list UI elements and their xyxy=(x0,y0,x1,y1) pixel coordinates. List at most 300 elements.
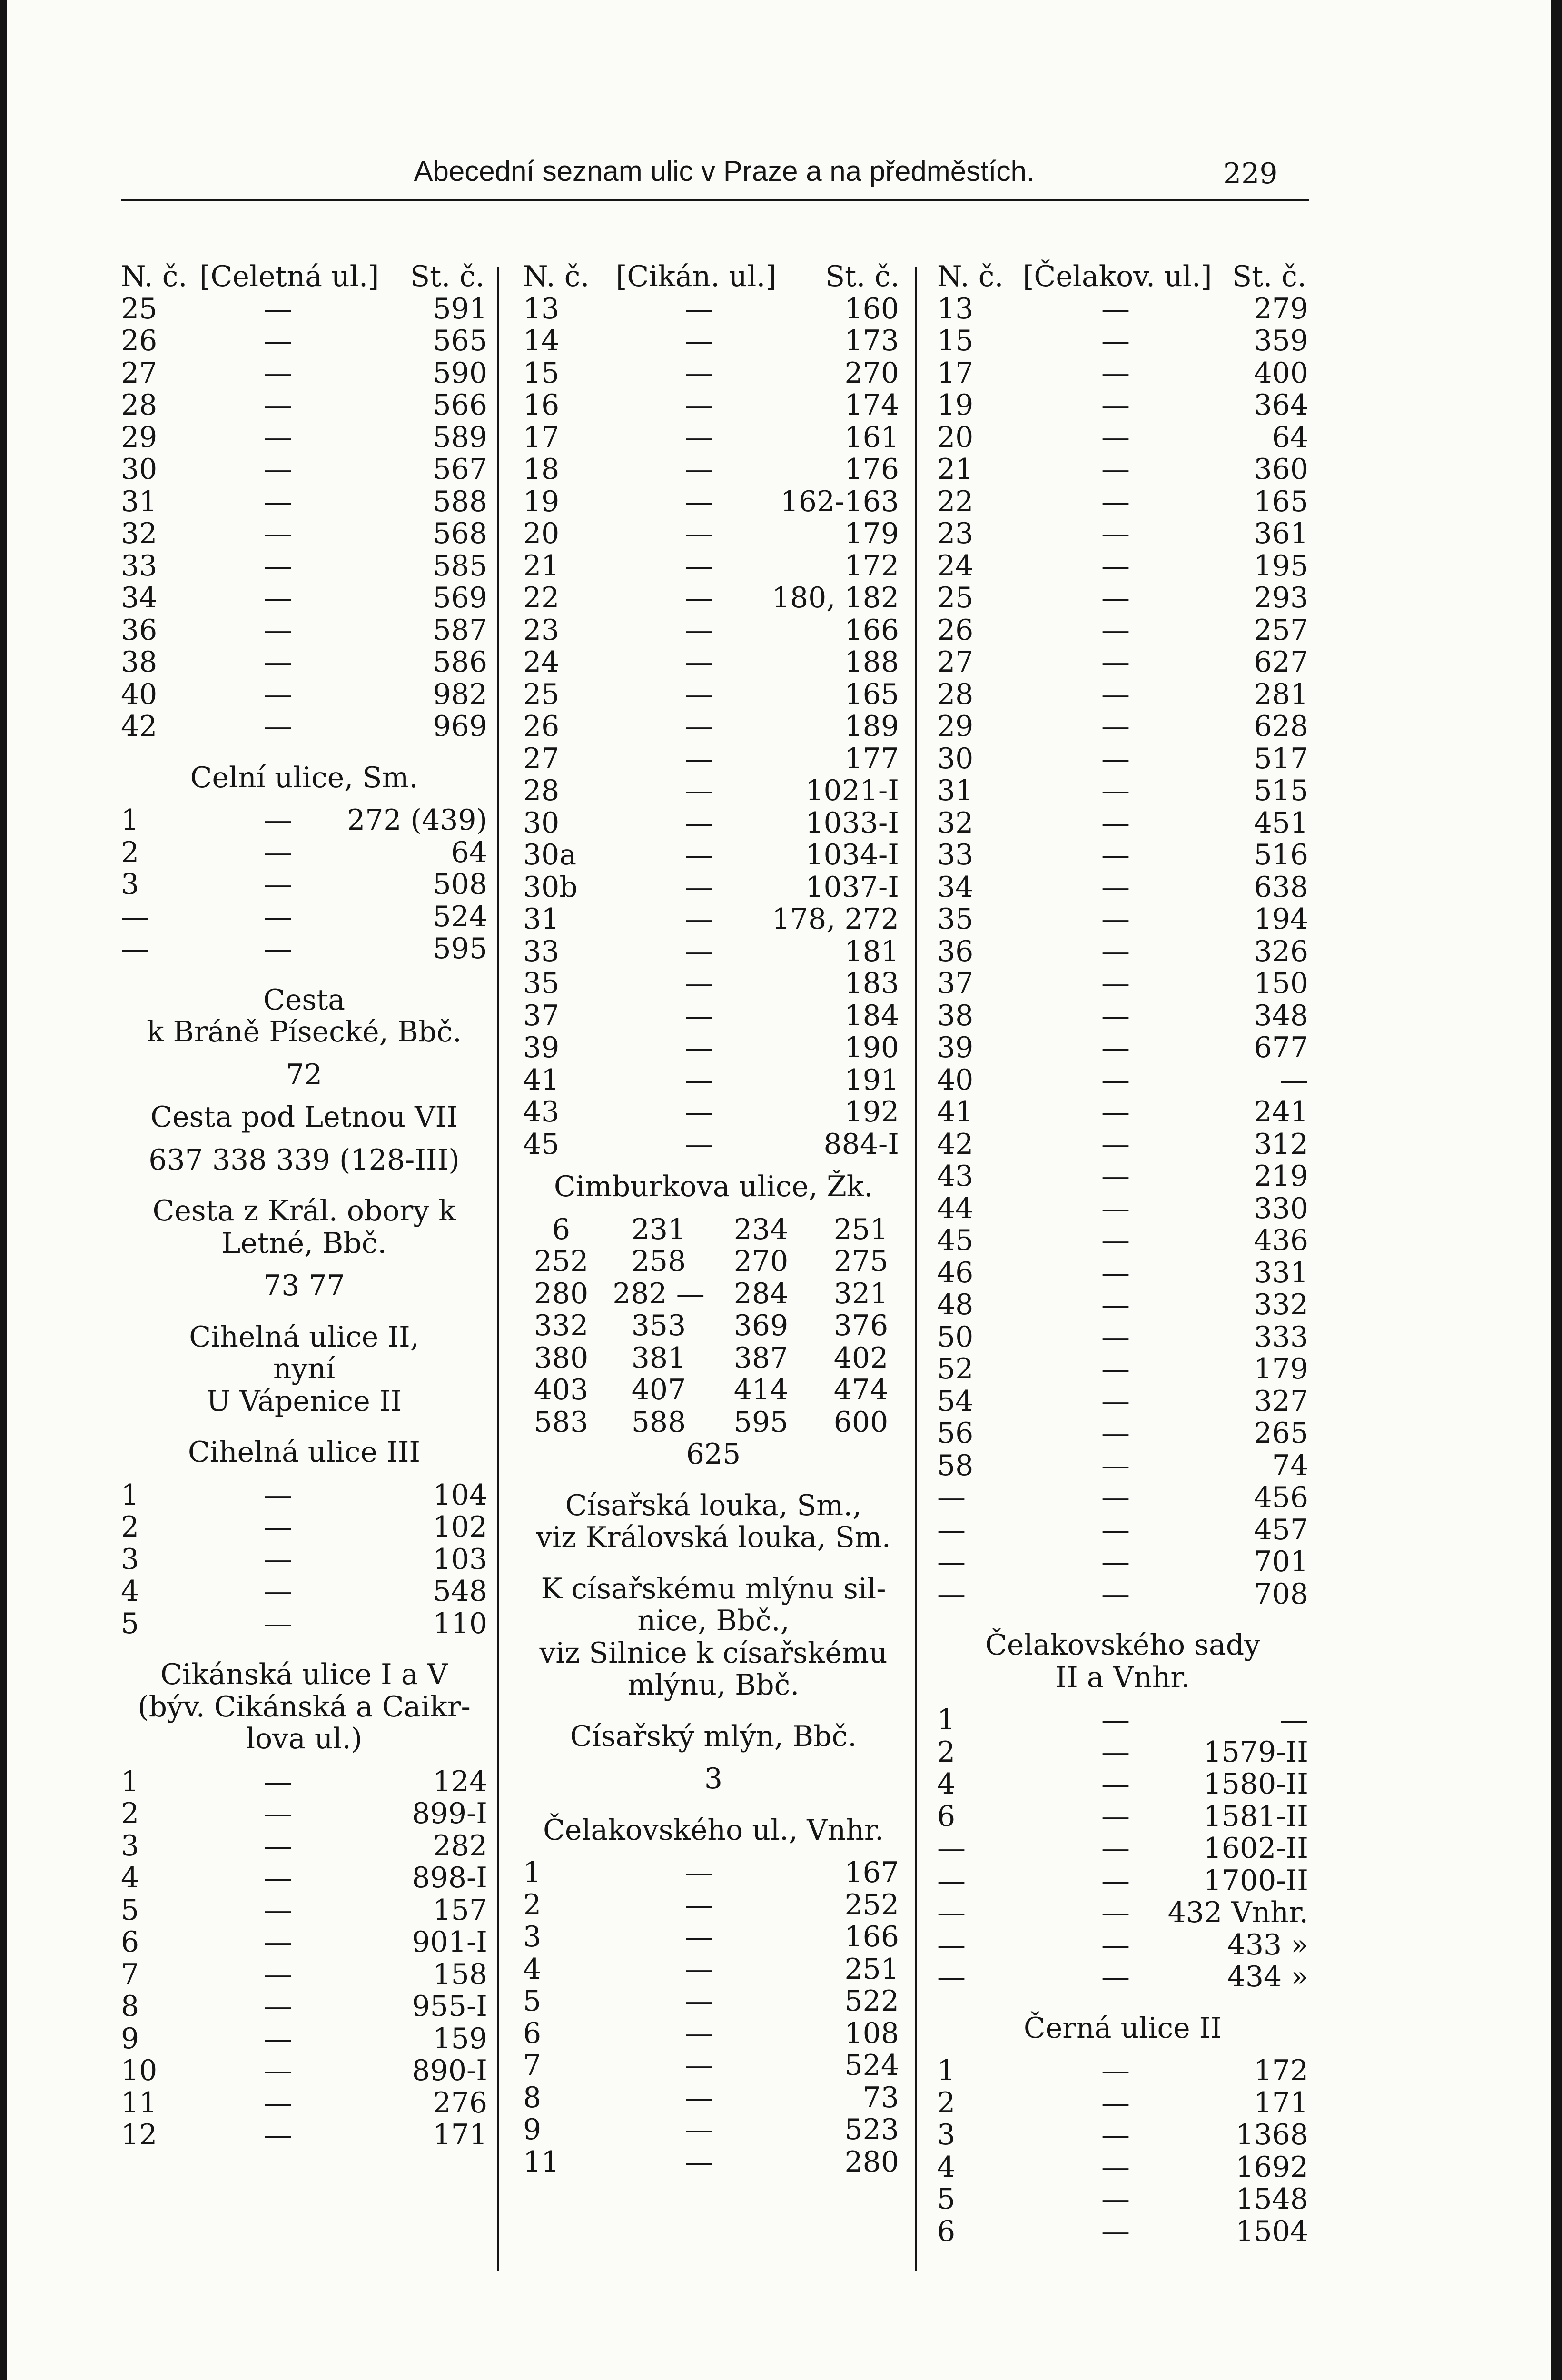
registry-number: 708 xyxy=(1254,1577,1308,1611)
registry-number: 1033-I xyxy=(805,806,899,840)
cihelna-list xyxy=(121,1479,487,1640)
table-row xyxy=(937,1514,1308,1547)
house-number: 15 xyxy=(937,324,974,357)
house-number: — xyxy=(937,1513,966,1547)
registry-number: 188 xyxy=(844,645,899,679)
cell-value: — xyxy=(1101,710,1130,743)
cell-value: — xyxy=(264,1606,292,1640)
registry-number: 103 xyxy=(433,1542,487,1576)
table-row xyxy=(937,1704,1308,1736)
section-value: 625 xyxy=(686,1438,741,1471)
house-number: 5 xyxy=(121,1606,139,1640)
section-title: Cikánská ulice I a V xyxy=(160,1658,448,1691)
house-number: 19 xyxy=(937,388,974,422)
cell-value: — xyxy=(1101,838,1130,872)
table-row xyxy=(121,582,487,615)
cell-value: 369 xyxy=(733,1309,789,1342)
table-row xyxy=(937,1929,1308,1962)
table-row xyxy=(121,357,487,390)
house-number: 23 xyxy=(937,517,974,550)
header-number-label: N. č. xyxy=(121,260,188,293)
header-number-label: N. č. xyxy=(937,260,1004,293)
section-title: Cesta z Král. obory k xyxy=(152,1194,456,1228)
house-number: 39 xyxy=(523,1031,560,1064)
table-row xyxy=(937,293,1308,326)
table-row xyxy=(121,1894,487,1927)
registry-number: 451 xyxy=(1254,806,1308,840)
registry-number: 251 xyxy=(844,1952,899,1986)
cell-value: — xyxy=(1101,1384,1130,1418)
registry-number: 884-I xyxy=(823,1127,899,1161)
table-row xyxy=(121,804,487,837)
table-row xyxy=(523,807,904,840)
house-number: 6 xyxy=(121,1925,139,1959)
house-number: 29 xyxy=(121,420,158,454)
house-number: — xyxy=(937,1864,966,1897)
table-row xyxy=(523,582,904,615)
table-row xyxy=(121,1766,487,1798)
house-number: 5 xyxy=(523,1984,542,2018)
cell-value: 270 xyxy=(733,1245,789,1278)
registry-number: 568 xyxy=(433,517,487,550)
house-number: — xyxy=(937,1545,966,1578)
table-row xyxy=(121,869,487,901)
cell-value: — xyxy=(1101,453,1130,486)
house-number: 37 xyxy=(523,999,560,1032)
house-number: 31 xyxy=(937,774,974,807)
cell-value: — xyxy=(264,453,292,486)
table-row xyxy=(937,1546,1308,1578)
table-row xyxy=(121,1511,487,1544)
registry-number: 1034-I xyxy=(805,838,899,872)
registry-number: 321 xyxy=(833,1277,889,1310)
cikan-list xyxy=(523,293,904,1161)
registry-number: 219 xyxy=(1254,1160,1308,1193)
section-title: Cesta xyxy=(263,983,346,1017)
house-number: 3 xyxy=(937,2118,956,2152)
cell-value: 595 xyxy=(733,1405,789,1439)
registry-number: 1581-II xyxy=(1203,1799,1308,1833)
registry-number: 586 xyxy=(433,645,487,679)
table-row xyxy=(121,422,487,454)
house-number: 32 xyxy=(937,806,974,840)
table-row xyxy=(523,293,904,326)
cell-value: — xyxy=(685,1856,713,1889)
table-row xyxy=(523,1064,904,1097)
table-row xyxy=(121,615,487,647)
table-row xyxy=(121,933,487,965)
cell-value: — xyxy=(685,1031,713,1064)
registry-number: 167 xyxy=(844,1856,899,1889)
cell-value: — xyxy=(1101,1799,1130,1833)
registry-number: 590 xyxy=(433,356,487,390)
table-row xyxy=(937,1865,1308,1897)
house-number: 44 xyxy=(937,1191,974,1225)
registry-number: 279 xyxy=(1254,292,1308,326)
house-number: 22 xyxy=(523,581,560,615)
registry-number: 280 xyxy=(844,2145,899,2179)
cell-value: — xyxy=(264,485,292,518)
cell-value: — xyxy=(1101,645,1130,679)
table-row xyxy=(937,1801,1308,1833)
cell-value: — xyxy=(264,420,292,454)
celni-list xyxy=(121,804,487,965)
registry-number: 588 xyxy=(433,485,487,518)
registry-number: 194 xyxy=(1254,902,1308,936)
house-number: 14 xyxy=(523,324,560,357)
registry-number: 359 xyxy=(1254,324,1308,357)
cell-value: — xyxy=(1101,388,1130,422)
house-number: 4 xyxy=(937,1767,956,1801)
house-number: 38 xyxy=(937,999,974,1032)
registry-number: 178, 272 xyxy=(771,902,899,936)
house-number: 2 xyxy=(937,1735,956,1769)
house-number: 2 xyxy=(523,1888,542,1922)
registry-number: 241 xyxy=(1254,1095,1308,1129)
table-row xyxy=(937,872,1308,904)
house-number: 403 xyxy=(534,1373,589,1407)
table-row xyxy=(523,1374,904,1407)
cell-value: — xyxy=(264,356,292,390)
cell-value: — xyxy=(1101,774,1130,807)
house-number: 45 xyxy=(523,1127,560,1161)
house-number: 17 xyxy=(937,356,974,390)
registry-number: 1579-II xyxy=(1203,1735,1308,1769)
registry-number: 402 xyxy=(833,1341,889,1375)
table-row xyxy=(937,2183,1308,2216)
registry-number: 265 xyxy=(1254,1417,1308,1450)
house-number: 13 xyxy=(937,292,974,326)
cell-value: — xyxy=(264,2022,292,2055)
registry-number: 1504 xyxy=(1236,2214,1308,2248)
cell-value: — xyxy=(264,517,292,550)
house-number: 380 xyxy=(534,1341,589,1375)
house-number: 10 xyxy=(121,2054,158,2087)
table-row xyxy=(937,1482,1308,1514)
cell-value: 231 xyxy=(631,1212,686,1246)
registry-number: 569 xyxy=(433,581,487,615)
house-number: 3 xyxy=(121,868,139,901)
table-row xyxy=(937,2216,1308,2248)
cell-value: — xyxy=(1101,806,1130,840)
registry-number: 252 xyxy=(844,1888,899,1922)
house-number: 9 xyxy=(121,2022,139,2055)
house-number: 15 xyxy=(523,356,560,390)
table-row xyxy=(523,743,904,775)
table-row xyxy=(523,1129,904,1161)
cell-value: — xyxy=(264,549,292,583)
house-number: — xyxy=(937,1577,966,1611)
registry-number: 176 xyxy=(844,453,899,486)
cell-value: — xyxy=(1101,902,1130,936)
table-row xyxy=(121,901,487,933)
registry-number: 165 xyxy=(1254,485,1308,518)
table-row xyxy=(523,2050,904,2082)
table-row xyxy=(121,2087,487,2120)
cell-value: — xyxy=(1101,485,1130,518)
table-row xyxy=(937,1578,1308,1611)
cell-value: — xyxy=(685,324,713,357)
house-number: — xyxy=(937,1960,966,1993)
cell-value: — xyxy=(264,932,292,965)
cell-value: — xyxy=(1101,1703,1130,1736)
table-row xyxy=(937,2055,1308,2087)
cell-value: — xyxy=(1101,1545,1130,1578)
registry-number: 157 xyxy=(433,1893,487,1927)
section-title: Cesta pod Letnou VII xyxy=(150,1101,458,1134)
section-title: Cihelná ulice II, xyxy=(189,1320,419,1354)
column-1 xyxy=(121,261,487,2152)
registry-number: 523 xyxy=(844,2113,899,2146)
section-title: Čelakovského ul., Vnhr. xyxy=(543,1813,884,1847)
table-row xyxy=(523,2114,904,2146)
table-row xyxy=(937,1032,1308,1064)
house-number: 34 xyxy=(121,581,158,615)
house-number: 25 xyxy=(121,292,158,326)
registry-number: 436 xyxy=(1254,1224,1308,1257)
cell-value: — xyxy=(1101,2118,1130,2152)
registry-number: 158 xyxy=(433,1957,487,1991)
table-row xyxy=(523,1246,904,1278)
registry-number: 600 xyxy=(833,1405,889,1439)
registry-number: 108 xyxy=(844,2016,899,2050)
cell-value: — xyxy=(1101,1448,1130,1482)
registry-number: 160 xyxy=(844,292,899,326)
table-row xyxy=(523,2018,904,2050)
registry-number: 701 xyxy=(1254,1545,1308,1578)
table-row xyxy=(523,615,904,647)
cell-value: — xyxy=(1101,1960,1130,1993)
house-number: 4 xyxy=(937,2150,956,2184)
house-number: 27 xyxy=(937,645,974,679)
table-row xyxy=(937,1129,1308,1161)
house-number: 6 xyxy=(937,1799,956,1833)
table-row xyxy=(121,1959,487,1991)
table-row xyxy=(937,357,1308,390)
celakov-list xyxy=(937,293,1308,1611)
registry-number: 192 xyxy=(844,1095,899,1129)
cell-value: — xyxy=(1101,356,1130,390)
table-row xyxy=(523,2146,904,2179)
sady-list xyxy=(937,1704,1308,1993)
column-header xyxy=(523,261,904,293)
registry-number: 74 xyxy=(1272,1448,1308,1482)
house-number: 41 xyxy=(937,1095,974,1129)
house-number: 28 xyxy=(937,677,974,711)
cell-value: — xyxy=(264,2118,292,2152)
house-number: 12 xyxy=(121,2118,158,2152)
table-row xyxy=(937,486,1308,518)
table-row xyxy=(523,1000,904,1032)
house-number: 1 xyxy=(121,1765,139,1798)
cell-value: — xyxy=(685,902,713,936)
house-number: 21 xyxy=(523,549,560,583)
registry-number: 508 xyxy=(433,868,487,901)
house-number: 2 xyxy=(937,2086,956,2120)
header-rule xyxy=(121,199,1309,201)
table-row xyxy=(121,325,487,357)
cell-value: — xyxy=(685,838,713,872)
page-title: Abecední seznam ulic v Praze a na předměstích. xyxy=(414,155,1035,187)
registry-number: 474 xyxy=(833,1373,889,1407)
section-title: viz Královská louka, Sm. xyxy=(536,1521,891,1554)
table-row xyxy=(937,1257,1308,1289)
cimburkova-grid xyxy=(523,1214,904,1439)
table-row xyxy=(937,1961,1308,1993)
house-number: 22 xyxy=(937,485,974,518)
cell-value: — xyxy=(1101,613,1130,647)
section-value: 3 xyxy=(704,1762,723,1795)
cell-value: — xyxy=(1101,1481,1130,1514)
cell-value: — xyxy=(685,1920,713,1954)
column-header xyxy=(121,261,487,293)
house-number: 4 xyxy=(121,1861,139,1894)
table-row xyxy=(937,1768,1308,1801)
cell-value: — xyxy=(264,1765,292,1798)
registry-number: 104 xyxy=(433,1478,487,1512)
table-row xyxy=(121,837,487,869)
registry-number: 333 xyxy=(1254,1320,1308,1354)
registry-number: 184 xyxy=(844,999,899,1032)
book-page xyxy=(7,0,1551,2380)
registry-number: 1692 xyxy=(1236,2150,1308,2184)
table-row xyxy=(523,1407,904,1439)
cell-value: — xyxy=(1101,1417,1130,1450)
cell-value: — xyxy=(264,868,292,901)
table-row xyxy=(937,615,1308,647)
registry-number: 191 xyxy=(844,1063,899,1097)
cell-value: 387 xyxy=(733,1341,789,1375)
table-row xyxy=(523,1985,904,2018)
cell-value: — xyxy=(264,1575,292,1608)
cell-value: — xyxy=(685,774,713,807)
cell-value: — xyxy=(685,549,713,583)
cell-value: — xyxy=(685,677,713,711)
house-number: 43 xyxy=(937,1160,974,1193)
cell-value: — xyxy=(1101,1191,1130,1225)
cell-value: — xyxy=(264,613,292,647)
house-number: 25 xyxy=(523,677,560,711)
cell-value: — xyxy=(1101,1224,1130,1257)
registry-number: 331 xyxy=(1254,1256,1308,1289)
cell-value: — xyxy=(264,1478,292,1512)
cell-value: — xyxy=(1101,677,1130,711)
cell-value: — xyxy=(685,2113,713,2146)
table-row xyxy=(121,711,487,743)
registry-number: 890-I xyxy=(412,2054,487,2087)
house-number: 43 xyxy=(523,1095,560,1129)
table-row xyxy=(523,1214,904,1246)
house-number: 17 xyxy=(523,420,560,454)
cell-value: — xyxy=(264,292,292,326)
table-row xyxy=(121,293,487,326)
cell-value: — xyxy=(264,710,292,743)
cell-value: — xyxy=(1101,324,1130,357)
registry-number: 589 xyxy=(433,420,487,454)
registry-number: 293 xyxy=(1254,581,1308,615)
cell-value: — xyxy=(685,806,713,840)
registry-number: 1021-I xyxy=(805,774,899,807)
registry-number: 180, 182 xyxy=(771,581,899,615)
registry-number: 166 xyxy=(844,613,899,647)
table-row xyxy=(937,903,1308,936)
cell-value: — xyxy=(264,1861,292,1894)
cell-value: — xyxy=(264,1542,292,1576)
registry-number: 456 xyxy=(1254,1481,1308,1514)
house-number: 26 xyxy=(523,710,560,743)
house-number: 27 xyxy=(121,356,158,390)
cell-value: — xyxy=(685,388,713,422)
cell-value: — xyxy=(1101,742,1130,775)
cell-value: — xyxy=(264,1925,292,1959)
registry-number: 522 xyxy=(844,1984,899,2018)
section-title: Cihelná ulice III xyxy=(188,1436,421,1469)
table-row xyxy=(121,679,487,711)
house-number: — xyxy=(121,932,149,965)
table-row xyxy=(937,1386,1308,1418)
table-row xyxy=(937,582,1308,615)
registry-number: 171 xyxy=(1254,2086,1308,2120)
house-number: 56 xyxy=(937,1417,974,1450)
section-value: 73 77 xyxy=(263,1269,345,1302)
cell-value: 282 — xyxy=(613,1277,705,1310)
cell-value: — xyxy=(685,1095,713,1129)
table-row xyxy=(937,1160,1308,1193)
cell-value: — xyxy=(685,453,713,486)
registry-number: 591 xyxy=(433,292,487,326)
house-number: 42 xyxy=(121,710,158,743)
house-number: — xyxy=(937,1928,966,1962)
cell-value: — xyxy=(685,420,713,454)
registry-number: 281 xyxy=(1254,677,1308,711)
house-number: 5 xyxy=(121,1893,139,1927)
house-number: 13 xyxy=(523,292,560,326)
registry-number: 567 xyxy=(433,453,487,486)
section-title: Čelakovského sady xyxy=(985,1628,1261,1662)
house-number: 2 xyxy=(121,1797,139,1830)
cell-value: — xyxy=(685,517,713,550)
house-number: 252 xyxy=(534,1245,589,1278)
registry-number: 171 xyxy=(433,2118,487,2152)
registry-number: 516 xyxy=(1254,838,1308,872)
table-row xyxy=(523,646,904,679)
house-number: 31 xyxy=(121,485,158,518)
cell-value: — xyxy=(264,900,292,933)
section-title: mlýnu, Bbč. xyxy=(627,1668,800,1702)
table-row xyxy=(937,2152,1308,2184)
house-number: 1 xyxy=(523,1856,542,1889)
table-row xyxy=(937,325,1308,357)
cell-value: — xyxy=(685,645,713,679)
table-row xyxy=(523,1889,904,1922)
table-row xyxy=(523,550,904,583)
table-row xyxy=(937,389,1308,422)
cell-value: — xyxy=(1101,1864,1130,1897)
cikanska-list xyxy=(121,1766,487,2152)
table-row xyxy=(121,1576,487,1608)
cell-value: — xyxy=(1101,1513,1130,1547)
section-title: (býv. Cikánská a Caikr- xyxy=(138,1690,471,1724)
table-row xyxy=(523,936,904,968)
column-2 xyxy=(523,261,904,2178)
table-row xyxy=(937,1000,1308,1032)
registry-number: 1700-II xyxy=(1203,1864,1308,1897)
cell-value: — xyxy=(685,967,713,1000)
registry-number: 332 xyxy=(1254,1288,1308,1321)
cell-value: — xyxy=(685,870,713,904)
registry-number: 179 xyxy=(844,517,899,550)
registry-number: 177 xyxy=(844,742,899,775)
